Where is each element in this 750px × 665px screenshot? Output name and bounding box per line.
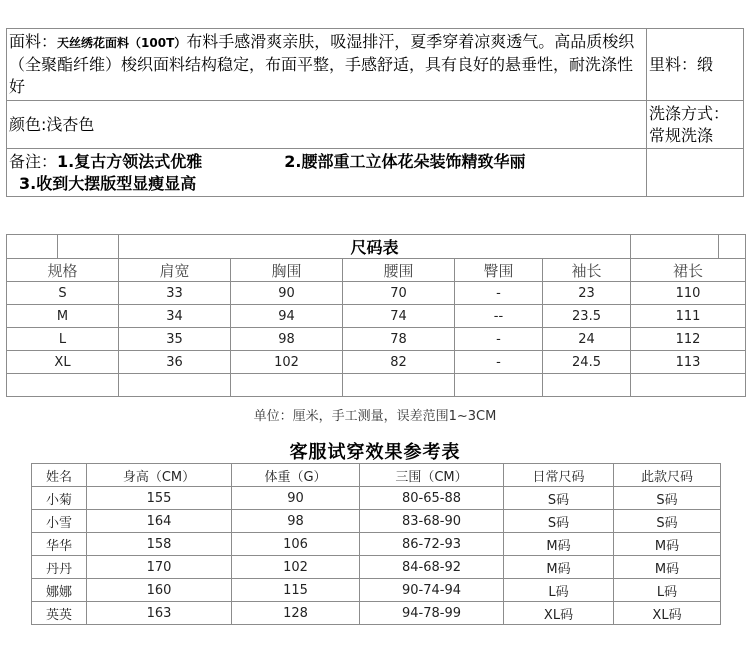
- table-cell: 33: [119, 282, 231, 305]
- table-cell: 84-68-92: [360, 556, 504, 579]
- table-cell: [455, 374, 543, 397]
- header-cell: 规格: [7, 259, 119, 282]
- note-item-3: 3.收到大摆版型显瘦显高: [19, 173, 197, 193]
- table-cell: 155: [87, 487, 232, 510]
- fabric-cell: [7, 29, 647, 101]
- table-cell: M码: [504, 556, 614, 579]
- header-cell: 此款尺码: [614, 464, 721, 487]
- size-table: [6, 234, 746, 397]
- table-cell: 106: [232, 533, 360, 556]
- table-cell: 160: [87, 579, 232, 602]
- table-cell: 23.5: [543, 305, 631, 328]
- table-cell: 164: [87, 510, 232, 533]
- note-item-2: 2.腰部重工立体花朵装饰精致华丽: [284, 151, 526, 171]
- table-cell: 90: [232, 487, 360, 510]
- fabric-label: 面料：: [9, 32, 58, 51]
- table-cell: 小雪: [32, 510, 87, 533]
- table-cell: 娜娜: [32, 579, 87, 602]
- color-cell: 颜色:浅杏色: [7, 101, 647, 149]
- table-cell: 163: [87, 602, 232, 625]
- header-cell: 裙长: [631, 259, 746, 282]
- table-cell: 111: [631, 305, 746, 328]
- table-cell: 小菊: [32, 487, 87, 510]
- table-row: [7, 282, 746, 305]
- table-row: [32, 556, 721, 579]
- table-row: [7, 305, 746, 328]
- table-row-empty: [7, 374, 746, 397]
- table-cell: S码: [504, 487, 614, 510]
- table-cell: 90: [231, 282, 343, 305]
- table-cell: 24: [543, 328, 631, 351]
- fabric-description: 布料手感滑爽亲肤，吸湿排汗，夏季穿着凉爽透气。高品质梭织（全聚酯纤维）梭织面料结构稳定，布面平整，手感舒适，具有良好的悬垂性，耐洗涤性好: [9, 32, 635, 96]
- table-cell: 98: [231, 328, 343, 351]
- size-table-header: [7, 259, 746, 282]
- header-cell: 胸围: [231, 259, 343, 282]
- table-cell: 158: [87, 533, 232, 556]
- table-cell: L码: [614, 579, 721, 602]
- table-cell: 英英: [32, 602, 87, 625]
- table-cell: S码: [614, 487, 721, 510]
- table-cell: [231, 374, 343, 397]
- table-cell: M码: [504, 533, 614, 556]
- unit-note: 单位：厘米，手工测量，误差范围1~3CM: [253, 409, 497, 424]
- table-cell: XL码: [614, 602, 721, 625]
- table-row: [7, 351, 746, 374]
- table-cell: [119, 374, 231, 397]
- title-spacer-left-2: [58, 235, 119, 259]
- wash-label: 洗涤方式：: [649, 103, 730, 123]
- table-cell: 102: [231, 351, 343, 374]
- table-cell: 115: [232, 579, 360, 602]
- table-cell: -: [455, 282, 543, 305]
- table-cell: 113: [631, 351, 746, 374]
- table-row: [32, 510, 721, 533]
- table-cell: 110: [631, 282, 746, 305]
- table-row: [32, 487, 721, 510]
- title-spacer-left: [7, 235, 58, 259]
- table-cell: [543, 374, 631, 397]
- header-cell: 袖长: [543, 259, 631, 282]
- note-label: 备注：: [9, 151, 58, 171]
- table-cell: S码: [614, 510, 721, 533]
- table-cell: 华华: [32, 533, 87, 556]
- table-cell: 80-65-88: [360, 487, 504, 510]
- table-row: [32, 533, 721, 556]
- note-cell: [7, 149, 647, 197]
- table-cell: 82: [343, 351, 455, 374]
- table-cell: XL: [7, 351, 119, 374]
- table-cell: [631, 374, 746, 397]
- table-cell: 23: [543, 282, 631, 305]
- table-cell: L: [7, 328, 119, 351]
- empty-cell: [647, 149, 744, 197]
- title-spacer-right-2: [719, 235, 746, 259]
- table-cell: 83-68-90: [360, 510, 504, 533]
- product-info-table: [6, 28, 744, 197]
- table-cell: 170: [87, 556, 232, 579]
- table-row: [32, 579, 721, 602]
- table-cell: 98: [232, 510, 360, 533]
- table-row: [32, 602, 721, 625]
- wash-value: 常规洗涤: [649, 125, 714, 145]
- table-cell: XL码: [504, 602, 614, 625]
- table-cell: [7, 374, 119, 397]
- tryon-table-header: [32, 464, 721, 487]
- header-cell: 三围（CM）: [360, 464, 504, 487]
- table-cell: 112: [631, 328, 746, 351]
- fabric-name: 天丝绣花面料（100T）: [57, 36, 187, 50]
- note-item-1: 1.复古方领法式优雅: [57, 151, 203, 171]
- header-cell: 臀围: [455, 259, 543, 282]
- table-cell: 90-74-94: [360, 579, 504, 602]
- header-cell: 身高（CM）: [87, 464, 232, 487]
- table-cell: 70: [343, 282, 455, 305]
- table-cell: L码: [504, 579, 614, 602]
- header-cell: 腰围: [343, 259, 455, 282]
- table-cell: M码: [614, 556, 721, 579]
- header-cell: 日常尺码: [504, 464, 614, 487]
- table-cell: 78: [343, 328, 455, 351]
- table-cell: M: [7, 305, 119, 328]
- header-cell: 体重（G）: [232, 464, 360, 487]
- table-cell: S码: [504, 510, 614, 533]
- table-cell: 24.5: [543, 351, 631, 374]
- header-cell: 姓名: [32, 464, 87, 487]
- table-cell: 102: [232, 556, 360, 579]
- table-cell: 94: [231, 305, 343, 328]
- table-cell: -: [455, 328, 543, 351]
- table-cell: 74: [343, 305, 455, 328]
- table-cell: 34: [119, 305, 231, 328]
- size-table-title: 尺码表: [119, 235, 631, 259]
- header-cell: 肩宽: [119, 259, 231, 282]
- table-cell: --: [455, 305, 543, 328]
- table-cell: 丹丹: [32, 556, 87, 579]
- table-cell: [343, 374, 455, 397]
- table-cell: M码: [614, 533, 721, 556]
- table-cell: 94-78-99: [360, 602, 504, 625]
- table-cell: 128: [232, 602, 360, 625]
- wash-cell: [647, 101, 744, 149]
- table-cell: 35: [119, 328, 231, 351]
- tryon-table-title: 客服试穿效果参考表: [289, 442, 461, 463]
- lining-cell: 里料：缎: [647, 29, 744, 101]
- title-spacer-right: [631, 235, 719, 259]
- table-cell: 36: [119, 351, 231, 374]
- table-cell: S: [7, 282, 119, 305]
- table-cell: -: [455, 351, 543, 374]
- table-row: [7, 328, 746, 351]
- table-cell: 86-72-93: [360, 533, 504, 556]
- tryon-table: [31, 463, 721, 625]
